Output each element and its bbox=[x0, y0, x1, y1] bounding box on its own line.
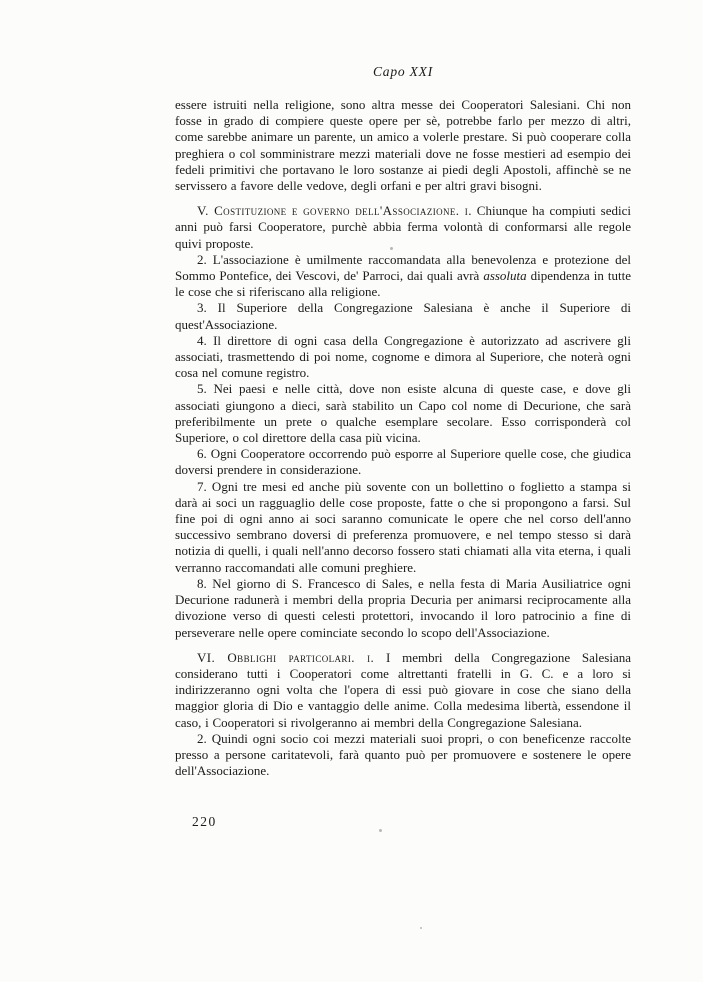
scan-speck bbox=[379, 829, 382, 832]
text-block bbox=[175, 97, 631, 779]
scan-speck bbox=[390, 247, 393, 250]
running-head-chapter-title: Capo XXI bbox=[372, 64, 434, 79]
section-v-paragraph-4: 4. Il direttore di ogni casa della Congregazione è autorizzato ad ascrivere gli associati, trasmettendo di poi nome, cognome e dimora al Superiore, che noterà ogni cosa nel comune registro. bbox=[175, 332, 631, 381]
section-v-paragraph-3: 3. Il Superiore della Congregazione Salesiana è anche il Superiore di quest'Associazione. bbox=[175, 300, 631, 332]
section-v-paragraph-1 bbox=[175, 203, 631, 252]
section-v-item2-italic-word: assoluta bbox=[483, 268, 527, 284]
section-v-paragraph-8: 8. Nel giorno di S. Francesco di Sales, e nella festa di Maria Ausiliatrice ogni Decurione radunerà i membri della propria Decuria per animarsi reciprocamente alla divozione verso di questi celesti protettori, invocando il loro patrocinio a fine di perseverare nelle opere cominciate secondo lo scopo dell'Associazione. bbox=[175, 575, 631, 640]
section-vi-paragraph-1 bbox=[175, 650, 631, 731]
section-v-item2-text-post: dipendenza in tutte le cose che si riferiscano alla religione. bbox=[175, 268, 631, 300]
section-v-item2-text-pre: 2. L'associazione è umilmente raccomandata alla benevolenza e protezione del Sommo Pontefice, dei Vescovi, de' Parroci, dai quali avrà bbox=[175, 251, 631, 284]
section-v-paragraph-5: 5. Nei paesi e nelle città, dove non esiste alcuna di queste case, e dove gli associati giungono a dieci, sarà stabilito un Capo col nome di Decurione, che sarà preferibilmente un prete o qualche esemplare secolare. Esso corrisponderà col Superiore, o col direttore della casa più vicina. bbox=[175, 381, 631, 446]
page-number: 220 bbox=[192, 814, 217, 829]
section-vi-heading: VI. Obblighi particolari. i. bbox=[197, 649, 375, 665]
scan-speck bbox=[420, 927, 422, 929]
section-v-item1-text: Chiunque ha compiuti sedici anni può farsi Cooperatore, purchè abbia ferma volontà di conformarsi alle regole quivi proposte. bbox=[175, 203, 631, 251]
section-v-heading: V. Costituzione e governo dell'Associazione. i. bbox=[197, 203, 472, 219]
section-vi-paragraph-2: 2. Quindi ogni socio coi mezzi materiali suoi propri, o con beneficenze raccolte presso a persone caritatevoli, farà quanto può per promuovere e sostenere le opere dell'Associazione. bbox=[175, 730, 631, 779]
section-v-paragraph-7: 7. Ogni tre mesi ed anche più sovente con un bollettino o foglietto a stampa si darà ai soci un ragguaglio delle cose proposte, fatte o che si propongono a farsi. Sul fine poi di ogni anno ai soci saranno comunicate le opere che nel corso dell'anno successivo sembrano doversi di preferenza promuovere, e nel tempo stesso si darà notizia di quelli, i quali nell'anno decorso fossero stati chiamati alla vita eterna, i quali verranno raccomandati alle comuni preghiere. bbox=[175, 478, 631, 575]
section-vi-item1-text: I membri della Congregazione Salesiana considerano tutti i Cooperatori come altrettanti fratelli in G. C. e a loro si indirizzeranno ogni volta che l'opera di essi può giovare in cose che siano della maggior gloria di Dio e vantaggio delle anime. Colla medesima libertà, essendone il caso, i Cooperatori si rivolgeranno ai membri della Congregazione Salesiana. bbox=[175, 649, 631, 730]
section-v-paragraph-6: 6. Ogni Cooperatore occorrendo può esporre al Superiore quelle cose, che giudica doversi prendere in considerazione. bbox=[175, 446, 631, 478]
paragraph-continuation: essere istruiti nella religione, sono altra messe dei Cooperatori Salesiani. Chi non fosse in grado di compiere queste opere per sè, potrebbe farlo per mezzo di altri, come sarebbe animare un parente, un amico a volerle prestare. Si può cooperare colla preghiera o col somministrare mezzi materiali dove ne fosse mestieri ad esempio dei fedeli primitivi che portavano le loro sostanze ai piedi degli Apostoli, affinchè se ne servissero a favore delle vedove, degli orfani e per altri gravi bisogni. bbox=[175, 97, 631, 194]
section-v-paragraph-2 bbox=[175, 252, 631, 301]
